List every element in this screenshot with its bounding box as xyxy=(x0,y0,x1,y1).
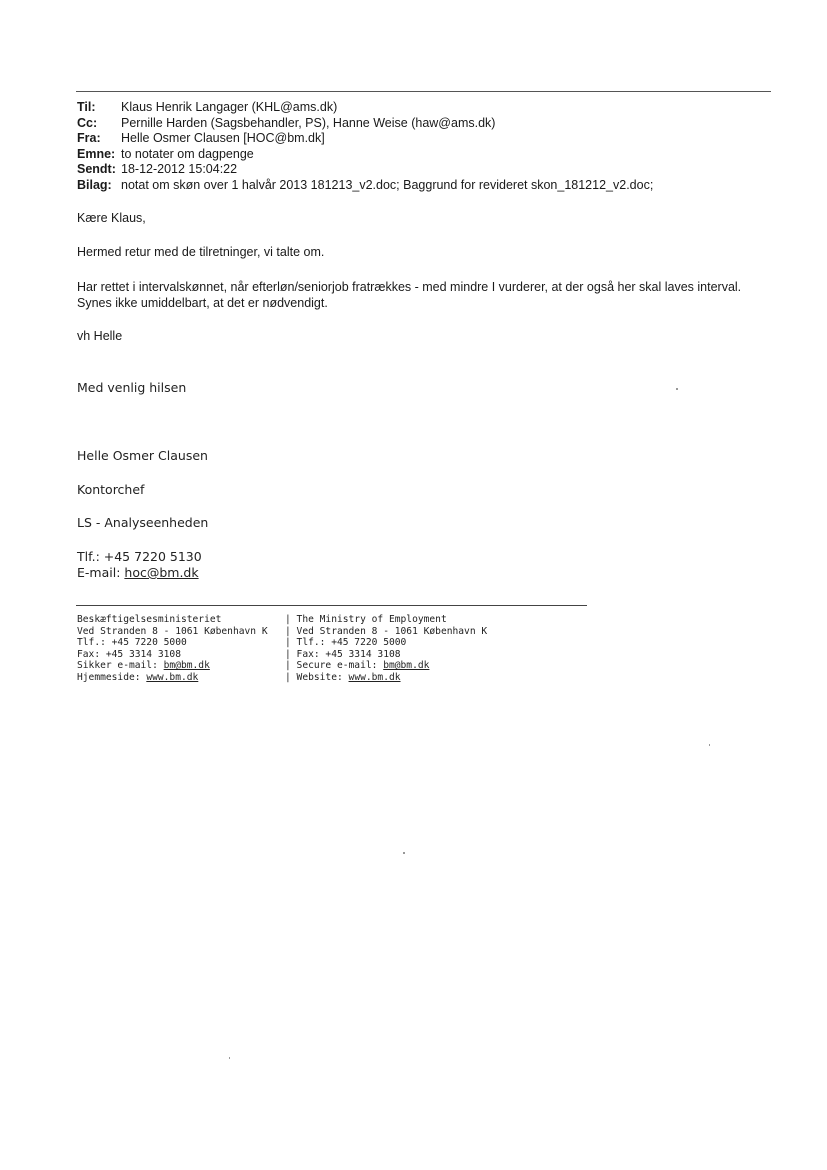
footer-website-label: Hjemmeside: xyxy=(77,671,147,683)
footer-english xyxy=(285,614,487,683)
header-divider xyxy=(76,91,771,92)
closing: vh Helle xyxy=(77,329,123,343)
to-value: Klaus Henrik Langager (KHL@ams.dk) xyxy=(121,100,338,114)
footer-website-label-en: | Website: xyxy=(285,671,349,683)
subject-value: to notater om dagpenge xyxy=(121,146,254,161)
from-row xyxy=(77,131,653,147)
footer-divider xyxy=(76,605,587,606)
email-header xyxy=(77,100,653,194)
attachments-row xyxy=(77,178,653,194)
footer-website-link[interactable]: www.bm.dk xyxy=(146,671,199,683)
sent-row xyxy=(77,162,653,178)
footer-secure-email-en xyxy=(285,660,487,672)
scan-speck xyxy=(709,744,710,746)
footer-org: Beskæftigelsesministeriet xyxy=(77,614,222,625)
signature-email-link[interactable]: hoc@bm.dk xyxy=(124,565,199,580)
footer-secure-email-link[interactable]: bm@bm.dk xyxy=(163,660,210,671)
footer-secure-email-label-en: | Secure e-mail: xyxy=(285,660,384,671)
footer-danish xyxy=(77,614,268,683)
signature-unit: LS - Analyseenheden xyxy=(77,515,209,530)
footer-address-en: | Ved Stranden 8 - 1061 København K xyxy=(285,625,488,637)
from-label: Fra: xyxy=(77,131,101,146)
footer-address: Ved Stranden 8 - 1061 København K xyxy=(77,625,268,637)
body-paragraph-2-line-2: Synes ikke umiddelbart, at det er nødvendigt. xyxy=(77,296,328,310)
attachments-label: Bilag: xyxy=(77,177,112,192)
signature-title: Kontorchef xyxy=(77,482,145,497)
sent-label: Sendt: xyxy=(77,162,116,177)
body-paragraph-1: Hermed retur med de tilretninger, vi talte om. xyxy=(77,245,325,259)
footer-org-en: | The Ministry of Employment xyxy=(285,614,447,625)
body-paragraph-2-line-1: Har rettet i intervalskønnet, når efterløn/seniorjob fratrækkes - med mindre I vurderer, at der også her skal laves interval. xyxy=(77,280,742,294)
cc-value: Pernille Harden (Sagsbehandler, PS), Hanne Weise (haw@ams.dk) xyxy=(121,115,496,130)
subject-label: Emne: xyxy=(77,146,116,161)
footer-secure-email-link-en[interactable]: bm@bm.dk xyxy=(383,660,430,671)
signature-email-line xyxy=(77,565,199,581)
signature-phone: Tlf.: +45 7220 5130 xyxy=(77,549,202,564)
scan-speck xyxy=(403,852,405,854)
footer-secure-email xyxy=(77,660,268,672)
footer-website-link-en[interactable]: www.bm.dk xyxy=(348,671,401,683)
footer-website-en xyxy=(285,672,487,684)
footer-fax: Fax: +45 3314 3108 xyxy=(77,648,181,660)
footer-secure-email-label: Sikker e-mail: xyxy=(77,660,164,671)
footer-phone-en: | Tlf.: +45 7220 5000 xyxy=(285,637,407,648)
to-row xyxy=(77,100,653,116)
to-label: Til: xyxy=(77,100,96,114)
scan-speck xyxy=(676,388,678,390)
signature-name: Helle Osmer Clausen xyxy=(77,448,208,463)
cc-row xyxy=(77,116,653,132)
signature-email-label: E-mail: xyxy=(77,565,125,580)
subject-row xyxy=(77,147,653,163)
footer-fax-en: | Fax: +45 3314 3108 xyxy=(285,648,401,660)
greeting: Kære Klaus, xyxy=(77,211,146,225)
scan-speck xyxy=(229,1057,230,1059)
signature-regards: Med venlig hilsen xyxy=(77,380,187,395)
footer-phone: Tlf.: +45 7220 5000 xyxy=(77,637,187,648)
from-value: Helle Osmer Clausen [HOC@bm.dk] xyxy=(121,131,325,146)
footer-website xyxy=(77,672,268,684)
attachments-value: notat om skøn over 1 halvår 2013 181213_v2.doc; Baggrund for revideret skon_181212_v2.doc; xyxy=(121,177,654,192)
sent-value: 18-12-2012 15:04:22 xyxy=(121,162,238,177)
cc-label: Cc: xyxy=(77,115,98,130)
